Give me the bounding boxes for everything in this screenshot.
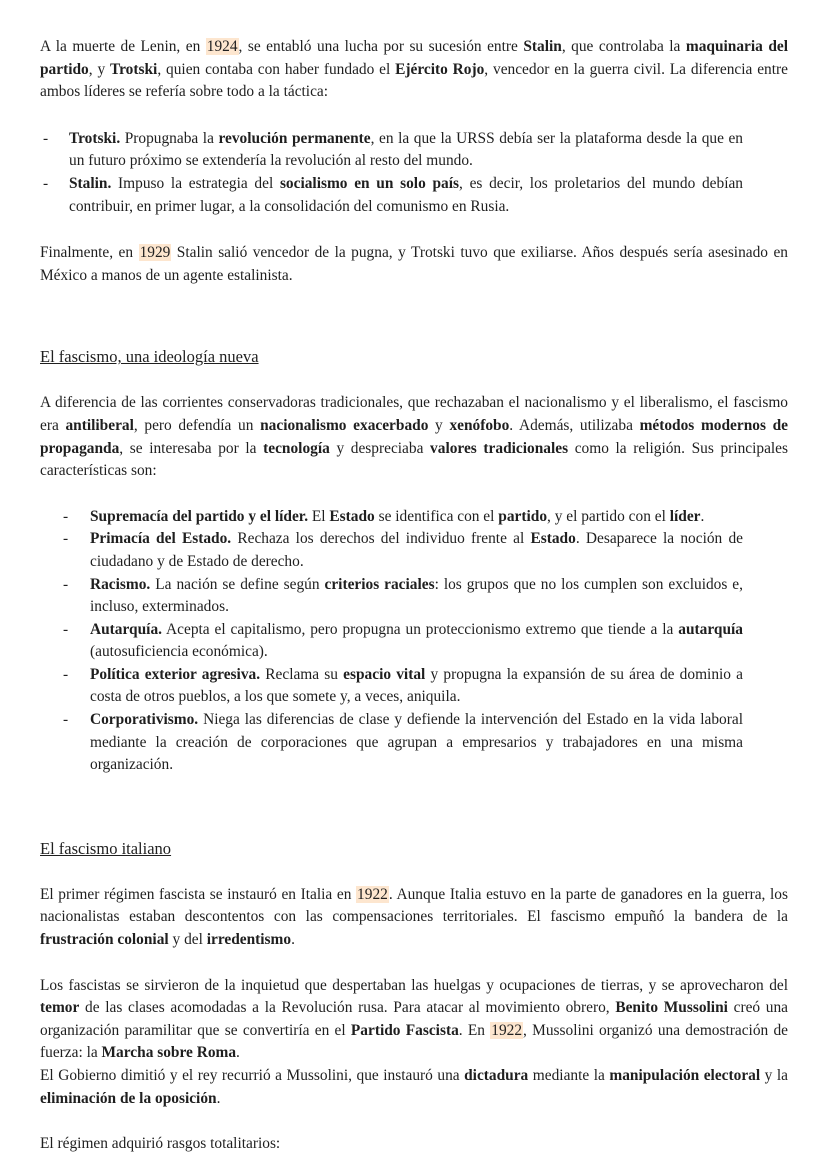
- bold-term: Trotski.: [69, 129, 121, 147]
- text-run: , vencedor en la guerra civil. La diferencia entre ambos líderes se refería sobre todo a la táctica:: [40, 60, 788, 101]
- bold-term: maquinaria del partido: [40, 38, 788, 78]
- bold-term: Stalin.: [69, 174, 112, 192]
- text-run: Propugnaba la: [120, 129, 219, 147]
- text-run: mediante la: [528, 1067, 610, 1084]
- bold-term: frustración colonial: [40, 931, 169, 949]
- bold-term: espacio vital: [343, 665, 426, 683]
- bold-term: Corporativismo.: [90, 711, 199, 729]
- paragraph: [40, 1065, 788, 1110]
- text-run: (autosuficiencia económica).: [90, 643, 268, 661]
- bold-term: Stalin: [523, 38, 562, 55]
- highlighted-year: 1929: [139, 244, 171, 262]
- paragraph: [40, 36, 788, 104]
- paragraph: [40, 392, 788, 482]
- bold-term: dictadura: [464, 1067, 529, 1084]
- bold-term: líder: [669, 507, 701, 525]
- text-run: El: [308, 507, 330, 525]
- bold-term: Supremacía del partido y el líder.: [90, 507, 309, 525]
- text-run: , es decir, los proletarios del mundo debían contribuir, en primer lugar, a la consolidación del comunismo en Rusia.: [69, 174, 743, 215]
- text-run: y despreciaba: [329, 439, 431, 457]
- text-run: . Aunque Italia estuvo en la parte de ganadores en la guerra, los nacionalistas estaban descontentos con las compensaciones territoriales. El fascismo empuñó la bandera de la: [40, 885, 788, 926]
- bold-term: eliminación de la oposición: [40, 1089, 217, 1107]
- bold-term: criterios raciales: [324, 575, 435, 593]
- bold-term: Partido Fascista: [350, 1021, 459, 1039]
- text-run: se identifica con el: [374, 507, 499, 525]
- text-run: , y el partido con el: [547, 507, 670, 525]
- list-item: [40, 664, 788, 709]
- text-run: . Además, utilizaba: [509, 416, 640, 434]
- list-item: [40, 128, 788, 173]
- text-run: Niega las diferencias de clase y defiende la intervención del Estado en la vida laboral mediante la creación de corporaciones que agrupan a empresarios y trabajadores en una misma organización.: [90, 711, 743, 774]
- paragraph: [40, 1133, 788, 1156]
- bold-term: valores tradicionales: [430, 439, 569, 457]
- text-run: .: [291, 931, 295, 949]
- text-run: y propugna la expansión de su área de dominio a costa de otros pueblos, a los que somete y, a veces, aniquila.: [90, 665, 744, 706]
- text-run: Impuso la estrategia del: [111, 174, 280, 192]
- bold-term: Trotski: [110, 60, 158, 78]
- bold-term: Estado: [329, 507, 375, 525]
- text-run: El Gobierno dimitió y el rey recurrió a Mussolini, que instauró una: [40, 1067, 465, 1084]
- list-item: [40, 173, 788, 218]
- text-run: y del: [168, 931, 207, 949]
- text-run: Acepta el capitalismo, pero propugna un proteccionismo extremo que tiende a la: [162, 620, 679, 638]
- highlighted-year: 1922: [491, 1021, 523, 1039]
- bold-term: antiliberal: [65, 416, 134, 434]
- list-item: [40, 506, 788, 529]
- bold-term: Racismo.: [90, 575, 151, 593]
- paragraph: [40, 884, 788, 952]
- text-run: Los fascistas se sirvieron de la inquietud que despertaban las huelgas y ocupaciones de tierras, y se aprovecharon del: [40, 976, 788, 994]
- bold-term: partido: [498, 507, 548, 525]
- text-run: , pero defendía un: [133, 416, 261, 434]
- text-run: .: [236, 1044, 240, 1062]
- bold-term: Primacía del Estado.: [90, 530, 232, 548]
- characteristics-list: [40, 506, 788, 777]
- text-run: .: [700, 507, 705, 525]
- bold-term: Benito Mussolini: [615, 999, 728, 1017]
- text-run: Stalin salió vencedor de la pugna, y Trotski tuvo que exiliarse. Años después sería asesinado en México a manos de un agente estalinista.: [40, 244, 788, 284]
- bold-term: autarquía: [678, 620, 743, 638]
- bold-term: Estado: [530, 530, 576, 548]
- document-page: [40, 36, 788, 1156]
- text-run: de las clases acomodadas a la Revolución rusa. Para atacar al movimiento obrero,: [79, 999, 616, 1017]
- text-run: , en la que la URSS debía ser la plataforma desde la que en un futuro próximo se extendería la revolución al resto del mundo.: [69, 129, 744, 170]
- text-run: , y: [88, 60, 110, 78]
- text-run: : los grupos que no los cumplen son excluidos e, incluso, exterminados.: [90, 575, 743, 616]
- section-heading: El fascismo, una ideología nueva: [40, 347, 259, 367]
- section-heading: El fascismo italiano: [40, 838, 172, 858]
- bold-term: métodos modernos de propaganda: [40, 416, 789, 457]
- list-item: [40, 709, 788, 777]
- text-run: Reclama su: [260, 665, 344, 683]
- text-run: A la muerte de Lenin, en: [40, 38, 206, 55]
- text-run: A diferencia de las corrientes conservadoras tradicionales, que rechazaban el nacionalismo y el liberalismo, el fascismo era: [40, 394, 788, 434]
- bold-term: tecnología: [263, 439, 330, 457]
- text-run: y: [428, 416, 450, 434]
- bold-term: irredentismo: [206, 931, 292, 949]
- highlighted-year: 1922: [357, 885, 388, 903]
- list-item: [40, 619, 788, 664]
- list-item: [40, 528, 788, 573]
- bold-term: revolución permanente: [218, 129, 371, 147]
- text-run: creó una organización paramilitar que se convertiría en el: [40, 999, 788, 1039]
- text-run: Rechaza los derechos del individuo frente al: [231, 530, 531, 548]
- paragraph: [40, 975, 788, 1065]
- paragraph: [40, 242, 788, 287]
- text-run: , quien contaba con haber fundado el: [157, 60, 396, 78]
- bold-term: socialismo en un solo país: [279, 174, 460, 192]
- bold-term: xenófobo: [449, 416, 510, 434]
- text-run: El primer régimen fascista se instauró en Italia en: [40, 885, 357, 903]
- bold-term: Política exterior agresiva.: [90, 665, 261, 683]
- bold-term: Marcha sobre Roma: [101, 1044, 237, 1062]
- text-run: como la religión. Sus principales características son:: [40, 439, 789, 480]
- text-run: .: [216, 1089, 221, 1107]
- tactics-list: [40, 128, 788, 218]
- bold-term: temor: [40, 999, 80, 1017]
- bold-term: Autarquía.: [90, 620, 162, 638]
- text-run: La nación se define según: [150, 575, 325, 593]
- text-run: , se entabló una lucha por su sucesión entre: [238, 38, 524, 55]
- text-run: , Mussolini organizó una demostración de fuerza: la: [40, 1021, 789, 1062]
- bold-term: manipulación electoral: [609, 1067, 761, 1084]
- bold-term: Ejército Rojo: [395, 60, 485, 78]
- text-run: . Desaparece la noción de ciudadano y de Estado de derecho.: [90, 530, 743, 570]
- text-run: , que controlaba la: [561, 38, 686, 55]
- list-item: [40, 574, 788, 619]
- text-run: Finalmente, en: [40, 244, 139, 262]
- text-run: . En: [458, 1021, 491, 1039]
- bold-term: nacionalismo exacerbado: [260, 416, 429, 434]
- text-run: El régimen adquirió rasgos totalitarios:: [40, 1135, 281, 1153]
- text-run: , se interesaba por la: [119, 439, 264, 457]
- text-run: y la: [760, 1067, 788, 1084]
- highlighted-year: 1924: [206, 38, 238, 55]
